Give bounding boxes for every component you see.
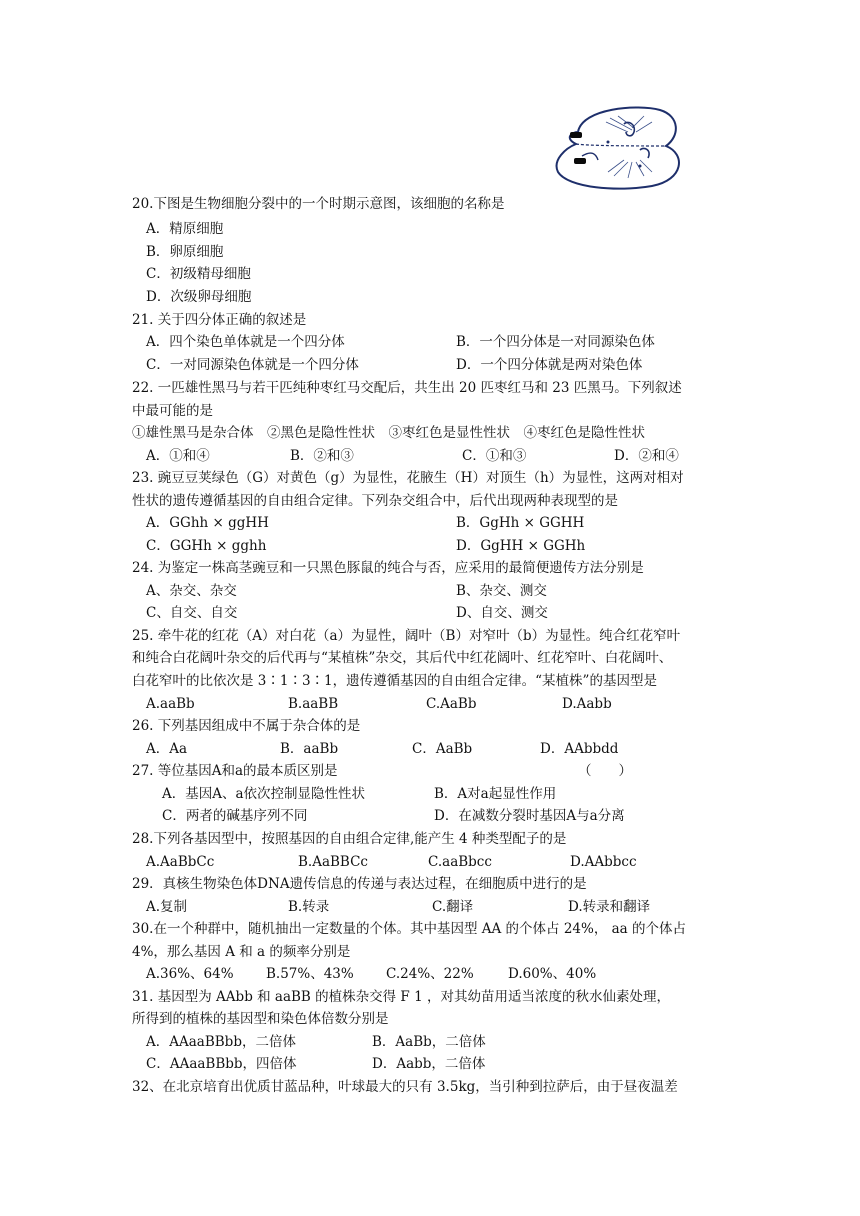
q25-option-d[interactable]: D.Aabb bbox=[562, 696, 612, 712]
q21-stem: 21. 关于四分体正确的叙述是 bbox=[132, 312, 307, 328]
q23-option-d[interactable]: D．GgHH × GGHh bbox=[456, 538, 586, 554]
q26-option-d[interactable]: D．AAbbdd bbox=[540, 741, 619, 757]
q30-option-b[interactable]: B.57%、43% bbox=[266, 966, 354, 982]
q28-option-a[interactable]: A.AaBbCc bbox=[146, 854, 215, 870]
q29-option-a[interactable]: A.复制 bbox=[146, 899, 188, 915]
q27-option-c[interactable]: C．两者的碱基序列不同 bbox=[162, 808, 308, 824]
q24-option-a[interactable]: A、杂交、杂交 bbox=[146, 583, 237, 599]
q25-option-c[interactable]: C.AaBb bbox=[426, 696, 477, 712]
q31-option-c[interactable]: C．AAaaBBbb，四倍体 bbox=[146, 1056, 297, 1072]
q30-stem-line1: 30.在一个种群中，随机抽出一定数量的个体。其中基因型 AA 的个体占 24%， aa 的个体占 bbox=[132, 921, 687, 937]
q28-stem: 28.下列各基因型中，按照基因的自由组合定律,能产生 4 种类型配子的是 bbox=[132, 831, 567, 847]
q32-stem: 32、在北京培育出优质甘蓝品种，叶球最大的只有 3.5kg，当引种到拉萨后，由于昼夜温差 bbox=[132, 1079, 678, 1095]
q27-answer-blank[interactable]: （ ） bbox=[578, 763, 632, 779]
q30-option-a[interactable]: A.36%、64% bbox=[146, 966, 234, 982]
q27-option-a[interactable]: A．基因A、a依次控制显隐性性状 bbox=[162, 786, 366, 802]
q30-option-c[interactable]: C.24%、22% bbox=[386, 966, 474, 982]
q31-stem-line2: 所得到的植株的基因型和染色体倍数分别是 bbox=[132, 1011, 389, 1027]
q23-stem-line2: 性状的遗传遵循基因的自由组合定律。下列杂交组合中，后代出现两种表现型的是 bbox=[132, 493, 618, 509]
cell-division-diagram bbox=[548, 102, 690, 190]
q23-option-b[interactable]: B．GgHh × GGHH bbox=[456, 515, 585, 531]
q23-option-a[interactable]: A．GGhh × ggHH bbox=[146, 515, 269, 531]
q28-option-d[interactable]: D.AAbbcc bbox=[570, 854, 637, 870]
q30-stem-line2: 4%，那么基因 A 和 a 的频率分别是 bbox=[132, 944, 351, 960]
q31-option-b[interactable]: B．AaBb，二倍体 bbox=[372, 1034, 486, 1050]
q24-stem: 24. 为鉴定一株高茎豌豆和一只黑色豚鼠的纯合与否，应采用的最简便遗传方法分别是 bbox=[132, 560, 644, 576]
q22-statements: ①雄性黑马是杂合体 ②黑色是隐性性状 ③枣红色是显性性状 ④枣红色是隐性性状 bbox=[132, 425, 645, 441]
q25-stem-line1: 25. 牵牛花的红花（A）对白花（a）为显性，阔叶（B）对窄叶（b）为显性。纯合红花窄叶 bbox=[132, 628, 681, 644]
q27-option-b[interactable]: B．A对a起显性作用 bbox=[434, 786, 557, 802]
q25-option-a[interactable]: A.aaBb bbox=[146, 696, 195, 712]
q20-option-a[interactable]: A．精原细胞 bbox=[146, 221, 224, 237]
q28-option-b[interactable]: B.AaBBCc bbox=[298, 854, 368, 870]
q20-stem: 20.下图是生物细胞分裂中的一个时期示意图，该细胞的名称是 bbox=[132, 196, 505, 212]
q26-option-b[interactable]: B．aaBb bbox=[280, 741, 339, 757]
q22-option-b[interactable]: B．②和③ bbox=[290, 448, 354, 464]
q22-option-d[interactable]: D．②和④ bbox=[614, 448, 679, 464]
q26-option-c[interactable]: C．AaBb bbox=[412, 741, 473, 757]
q27-stem: 27. 等位基因A和a的最本质区别是 bbox=[132, 763, 338, 779]
q28-option-c[interactable]: C.aaBbcc bbox=[428, 854, 492, 870]
q20-option-b[interactable]: B．卵原细胞 bbox=[146, 244, 224, 260]
q22-option-a[interactable]: A．①和④ bbox=[146, 448, 210, 464]
q22-stem-line2: 中最可能的是 bbox=[132, 403, 213, 419]
q22-stem-line1: 22. 一匹雄性黑马与若干匹纯种枣红马交配后，共生出 20 匹枣红马和 23 匹黑马。下列叙述 bbox=[132, 380, 682, 396]
q22-option-c[interactable]: C．①和③ bbox=[462, 448, 527, 464]
q31-option-d[interactable]: D．Aabb，二倍体 bbox=[372, 1056, 486, 1072]
q31-stem-line1: 31. 基因型为 AAbb 和 aaBB 的植株杂交得 F 1 ，对其幼苗用适当浓度的秋水仙素处理， bbox=[132, 989, 670, 1005]
q29-option-d[interactable]: D.转录和翻译 bbox=[568, 899, 651, 915]
q24-option-b[interactable]: B、杂交、测交 bbox=[456, 583, 547, 599]
q29-option-c[interactable]: C.翻译 bbox=[432, 899, 474, 915]
q24-option-d[interactable]: D、自交、测交 bbox=[456, 605, 548, 621]
q25-stem-line2: 和纯合白花阔叶杂交的后代再与“某植株”杂交，其后代中红花阔叶、红花窄叶、白花阔叶、 bbox=[132, 650, 673, 666]
q20-option-d[interactable]: D．次级卵母细胞 bbox=[146, 289, 252, 305]
q26-option-a[interactable]: A．Aa bbox=[146, 741, 188, 757]
q23-option-c[interactable]: C．GGHh × gghh bbox=[146, 538, 267, 554]
q24-option-c[interactable]: C、自交、自交 bbox=[146, 605, 238, 621]
q30-option-d[interactable]: D.60%、40% bbox=[508, 966, 597, 982]
q29-stem: 29．真核生物染色体DNA遗传信息的传递与表达过程，在细胞质中进行的是 bbox=[132, 876, 587, 892]
q20-option-c[interactable]: C．初级精母细胞 bbox=[146, 266, 251, 282]
q23-stem-line1: 23. 豌豆豆荚绿色（G）对黄色（g）为显性，花腋生（H）对顶生（h）为显性，这两对相对 bbox=[132, 470, 684, 486]
q21-option-a[interactable]: A．四个染色单体就是一个四分体 bbox=[146, 334, 345, 350]
q25-option-b[interactable]: B.aaBB bbox=[288, 696, 339, 712]
q25-stem-line3: 白花窄叶的比依次是 3∶1∶3∶1，遗传遵循基因的自由组合定律。“某植株”的基因型是 bbox=[132, 673, 657, 689]
q21-option-c[interactable]: C．一对同源染色体就是一个四分体 bbox=[146, 357, 359, 373]
q27-option-d[interactable]: D．在减数分裂时基因A与a分离 bbox=[434, 808, 625, 824]
q31-option-a[interactable]: A．AAaaBBbb，二倍体 bbox=[146, 1034, 296, 1050]
q21-option-d[interactable]: D．一个四分体就是两对染色体 bbox=[456, 357, 643, 373]
q26-stem: 26. 下列基因组成中不属于杂合体的是 bbox=[132, 718, 361, 734]
q21-option-b[interactable]: B．一个四分体是一对同源染色体 bbox=[456, 334, 655, 350]
q29-option-b[interactable]: B.转录 bbox=[288, 899, 330, 915]
